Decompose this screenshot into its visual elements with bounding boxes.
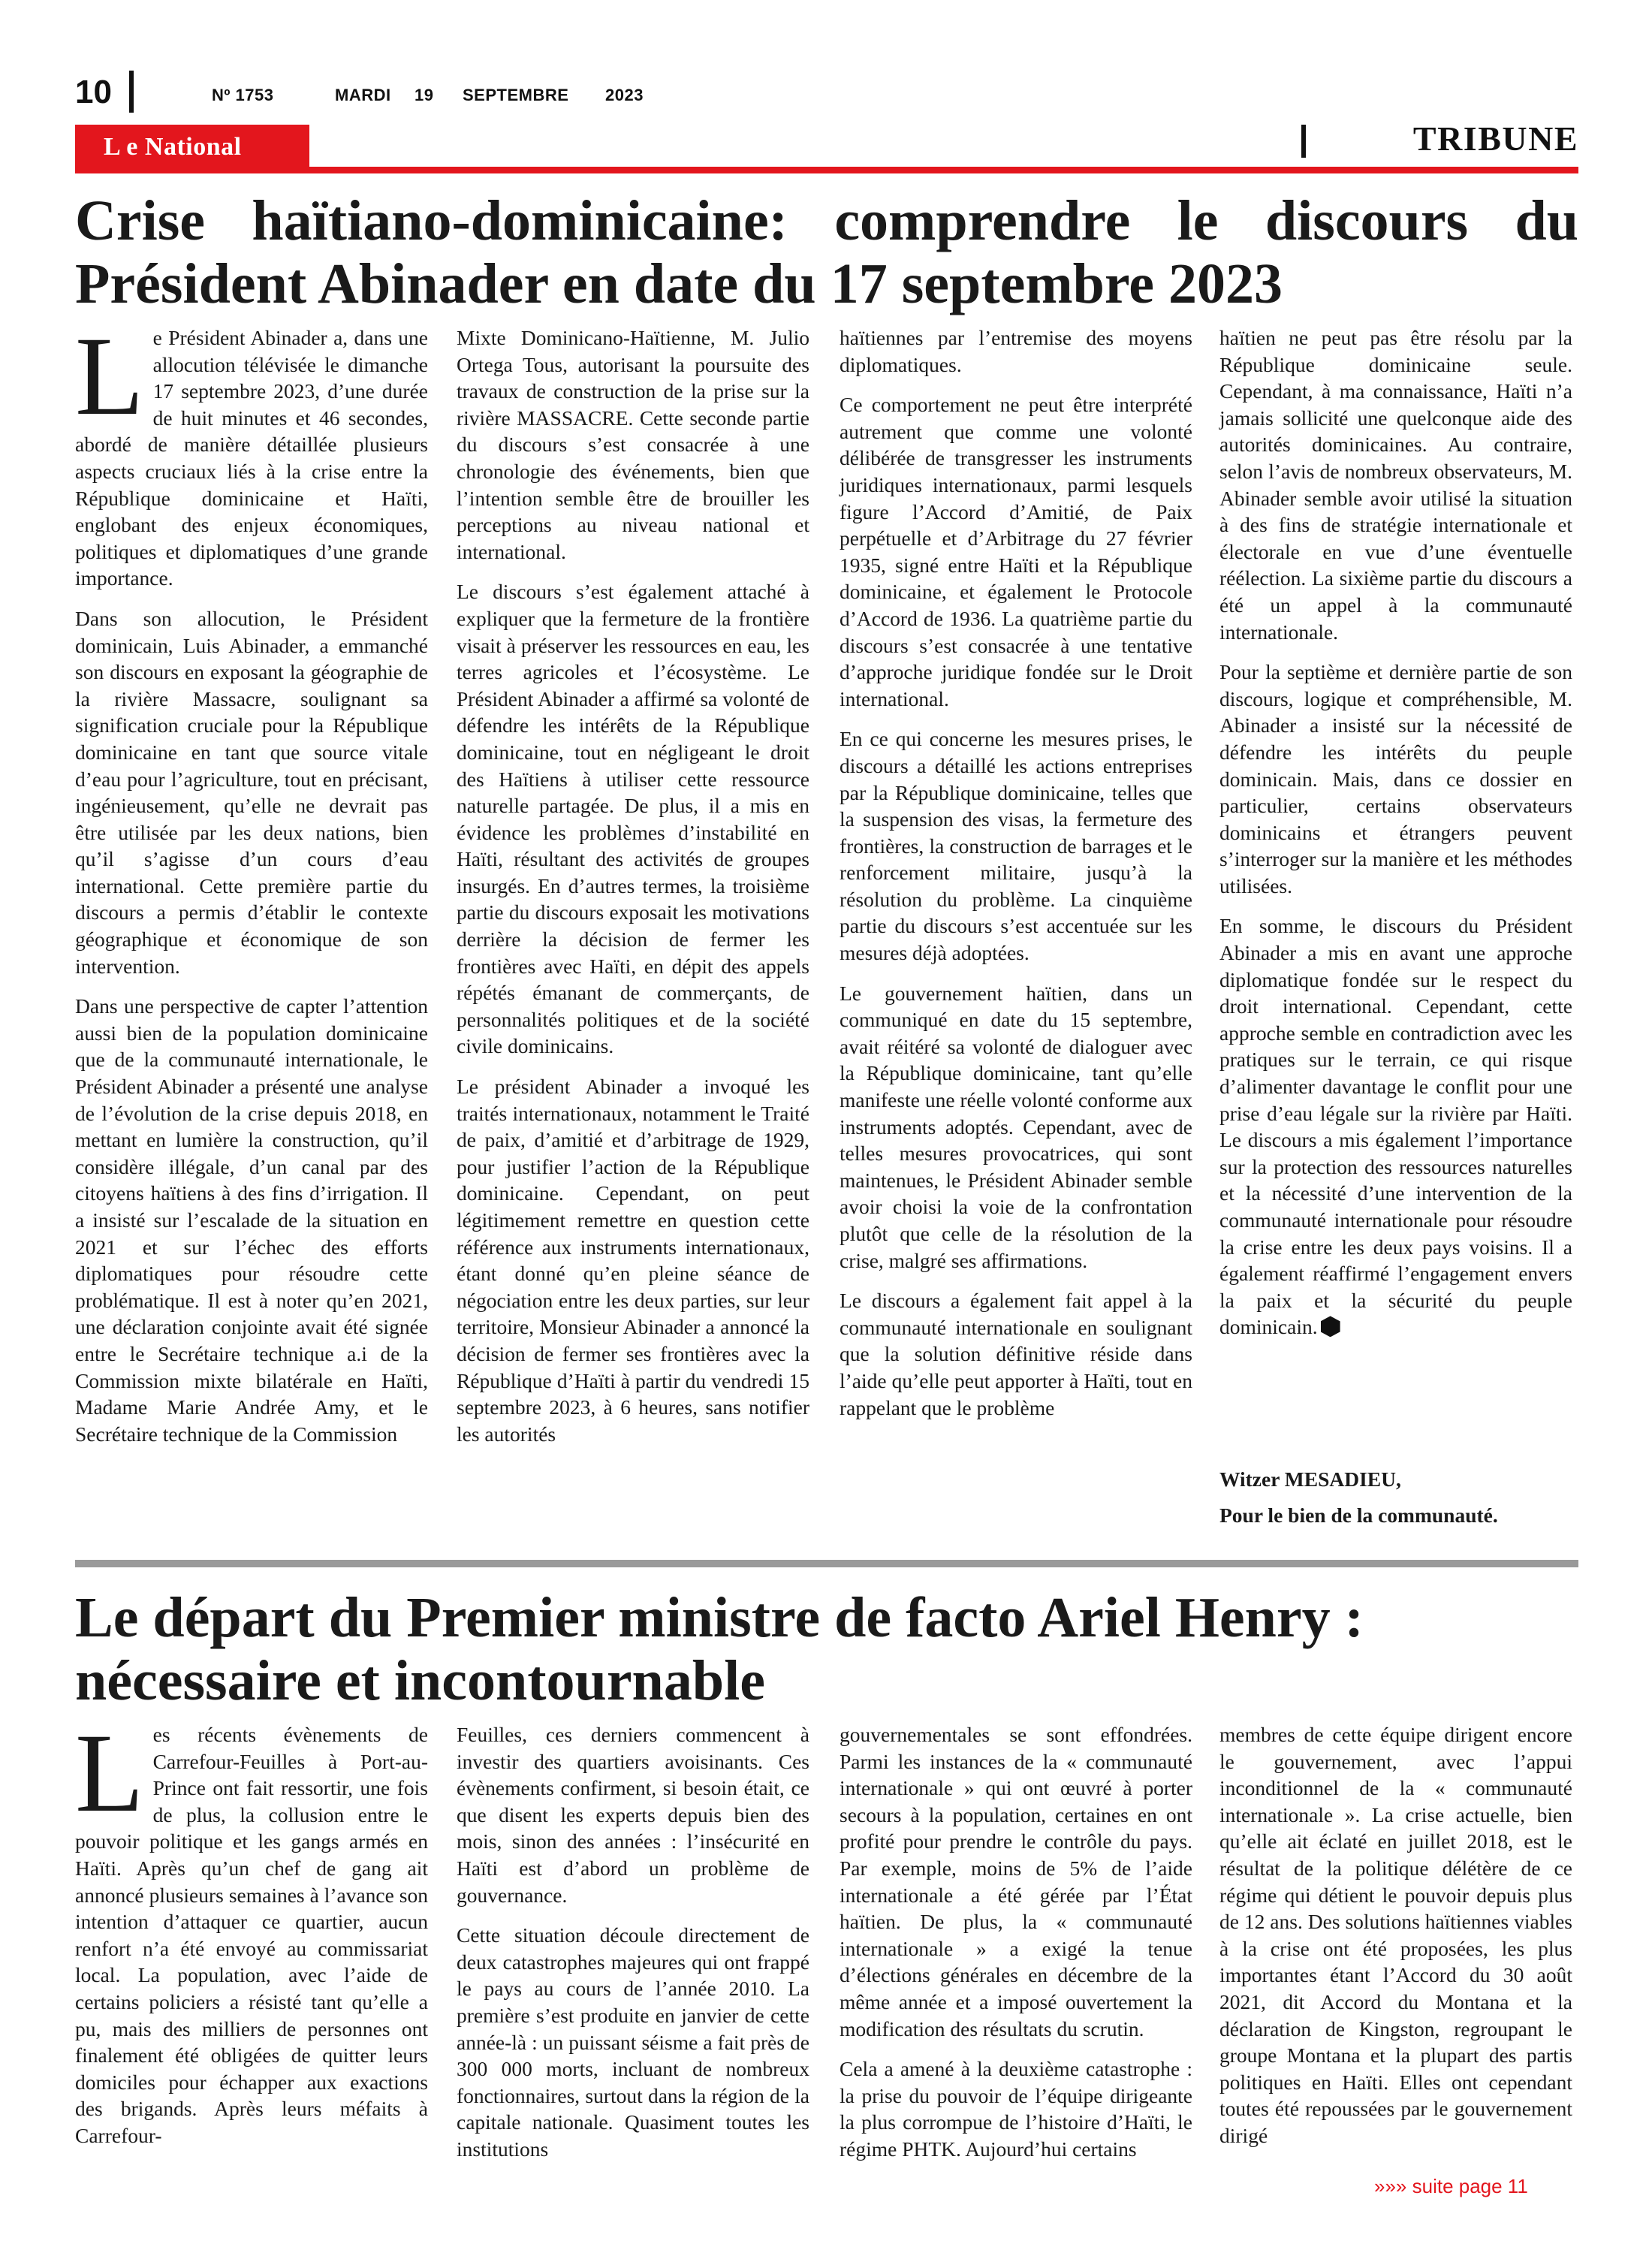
article2-column-3 xyxy=(840,1721,1192,2163)
article1-paragraph: Le président Abinader a invoqué les traités internationaux, notamment le Traité de paix, d’amitié et d’arbitrage de 1929, pour justifier l’action de la République dominicaine. Cependant, on peut légitimement remettre en question cette référence aux instruments internationaux, étant donné qu’en pleine séance de négociation entre les deux parties, sur leur territoire, Monsieur Abinader a annoncé la décision de fermer ses frontières avec la République d’Haïti à partir du vendredi 15 septembre 2023, à 6 heures, sans notifier les autorités xyxy=(457,1075,809,1446)
issue-day: MARDI xyxy=(335,86,391,104)
page-number: 10 xyxy=(75,74,112,110)
section-label: TRIBUNE xyxy=(1412,119,1578,158)
article1-column-4 xyxy=(1219,324,1572,1341)
article1-column-2 xyxy=(457,324,809,1447)
article2-column-4 xyxy=(1219,1721,1572,2149)
article1-paragraph: Le gouvernement haïtien, dans un communiqué en date du 15 septembre, avait réitéré sa volonté de dialoguer avec la République dominicaine, tant qu’elle manifeste une réelle volonté conforme aux instruments adoptés. Cependant, avec de telles mesures provocatrices, qui sont maintenues, le Président Abinader semble avoir choisi la voie de la confrontation plutôt que celle de la résolution de la crise, malgré ses affirmations. xyxy=(840,981,1192,1272)
author-tagline: Pour le bien de la communauté. xyxy=(1219,1503,1498,1527)
header-rule xyxy=(75,167,1578,173)
article1-dropcap: L xyxy=(75,314,144,439)
article1-paragraph: Le discours a également fait appel à la communauté internationale en soulignant que la solution définitive réside dans l’aide qu’elle peut apporter à Haïti, tout en rappelant que le problème xyxy=(840,1289,1192,1419)
section-divider xyxy=(1301,125,1306,158)
article1-paragraph: haïtiennes par l’entremise des moyens diplomatiques. xyxy=(840,326,1192,376)
issue-number: Nº 1753 xyxy=(212,86,274,104)
article1-column-1 xyxy=(75,314,428,1447)
header-divider xyxy=(129,71,134,113)
continued-on-page-link[interactable]: »»» suite page 11 xyxy=(1374,2175,1528,2197)
end-of-article-icon xyxy=(1321,1316,1340,1337)
article1-paragraph: Le Président Abinader a, dans une allocution télévisée le dimanche 17 septembre 2023, d’une durée de huit minutes et 46 secondes, abordé de manière détaillée plusieurs aspects cruciaux liés à la crise entre la République dominicaine et Haïti, englobant des enjeux économiques, politiques et diplomatiques d’une grande importance. xyxy=(75,314,428,590)
article2-paragraph: gouvernementales se sont effondrées. Parmi les instances de la « communauté internationale » qui ont œuvré à porter secours à la population, certaines en ont profité pour prendre le contrôle du pays. Par exemple, moins de 5% de l’aide internationale a été gérée par l’État haïtien. De plus, la « communauté internationale » a exigé la tenue d’élections générales en décembre de la même année et a imposé ouvertement la modification des résultats du scrutin. xyxy=(840,1723,1192,2040)
issue-month: SEPTEMBRE xyxy=(463,86,569,104)
article2-dropcap: L xyxy=(75,1711,144,1835)
article1-paragraph: Dans une perspective de capter l’attention aussi bien de la population dominicaine que de la communauté internationale, le Président Abinader a présenté une analyse de l’évolution de la crise depuis 2018, en mettant en lumière la construction, qu’il considère illégale, d’un canal par des citoyens haïtiens à des fins d’irrigation. Il a insisté sur l’escalade de la situation en 2021 et sur l’échec des efforts diplomatiques pour résoudre cette problématique. Il est à noter qu’en 2021, une déclaration conjointe avait été signée entre le Secrétaire technique a.i de la Commission mixte bilatérale en Haïti, Madame Marie Andrée Amy, et le Secrétaire technique de la Commission xyxy=(75,994,428,1446)
article2-headline-line2: nécessaire et incontournable xyxy=(75,1649,765,1712)
issue-year: 2023 xyxy=(605,86,644,104)
article1-paragraph: haïtien ne peut pas être résolu par la République dominicaine seule. Cependant, à ma connaissance, Haïti n’a jamais sollicité une quelconque aide des autorités dominicaines. Au contraire, selon l’avis de nombreux observateurs, M. Abinader semble avoir utilisé la situation à des fins de stratégie internationale et électorale en vue d’une éventuelle réélection. La sixième partie du discours a été un appel à la communauté internationale. xyxy=(1219,326,1572,644)
article2-headline-line1: Le départ du Premier ministre de facto Ariel Henry : xyxy=(75,1586,1364,1649)
article1-paragraph: En somme, le discours du Président Abinader a mis en avant une approche diplomatique fondée sur le respect du droit international. Cependant, cette approche semble en contradiction avec les pratiques sur le terrain, ce qui risque d’alimenter davantage le conflit pour une prise d’eau légale sur la rivière par Haïti. Le discours a mis également l’importance sur la protection des ressources naturelles et la nécessité d’une intervention de la communauté internationale pour résoudre la crise entre les deux pays voisins. Il a également réaffirmé l’engagement envers la paix et la sécurité du peuple dominicain. xyxy=(1219,914,1572,1339)
article2-headline xyxy=(75,1586,1578,1712)
article2-column-2 xyxy=(457,1721,809,2163)
article2-paragraph: membres de cette équipe dirigent encore le gouvernement, avec l’appui inconditionnel de la « communauté internationale ». La crise actuelle, bien qu’elle ait éclaté en juillet 2018, est le résultat de la politique délétère de ce régime qui détient le pouvoir depuis plus de 12 ans. Des solutions haïtiennes viables à la crise ont été proposées, les plus importantes étant l’Accord du 30 août 2021, dit Accord du Montana et la déclaration de Kingston, regroupant le groupe Montana et la plupart des partis politiques en Haïti. Elles ont cependant toutes été repoussées par le gouvernement dirigé xyxy=(1219,1723,1572,2147)
author-name: Witzer MESADIEU, xyxy=(1219,1467,1401,1491)
article1-paragraph: Pour la septième et dernière partie de son discours, logique et compréhensible, M. Abinader a insisté sur la nécessité de défendre les intérêts du peuple dominicain. Mais, dans ce dossier en particulier, certains observateurs dominicains et étrangers peuvent s’interroger sur la manière et les méthodes utilisées. xyxy=(1219,660,1572,897)
article2-column-1 xyxy=(75,1711,428,2149)
article1-paragraph: Le discours s’est également attaché à expliquer que la fermeture de la frontière visait à préserver les ressources en eau, les terres agricoles et l’écosystème. Le Président Abinader a affirmé sa volonté de défendre les intérêts de la République dominicaine, tout en négligeant le droit des Haïtiens à utiliser cette ressource naturelle partagée. De plus, il a mis en évidence les problèmes d’instabilité en Haïti, résultant des activités de groupes insurgés. En d’autres termes, la troisième partie du discours exposait les motivations derrière la décision de fermer les frontières avec Haïti, en dépit des appels répétés émanant de commerçants, de personnalités politiques et de la société civile dominicains. xyxy=(457,580,809,1058)
article1-paragraph: Mixte Dominicano-Haïtienne, M. Julio Ortega Tous, autorisant la poursuite des travaux de construction de la prise sur la rivière MASSACRE. Cette seconde partie du discours s’est consacrée à une chronologie des événements, bien que l’intention semble être de brouiller les perceptions au niveau national et international. xyxy=(457,326,809,563)
article2-paragraph: Feuilles, ces derniers commencent à investir des quartiers avoisinants. Ces évènements confirment, si besoin était, ce que disent les experts depuis bien des mois, sinon des années : l’insécurité en Haïti est d’abord un problème de gouvernance. xyxy=(457,1723,809,1907)
article2-paragraph: Les récents évènements de Carrefour-Feuilles à Port-au-Prince ont fait ressortir, une fois de plus, la collusion entre le pouvoir politique et les gangs armés en Haïti. Après qu’un chef de gang ait annoncé plusieurs semaines à l’avance son intention d’attaquer ce quartier, aucun renfort n’a été envoyé au commissariat local. La population, avec l’aide de certains policiers a résisté tant qu’elle a pu, mais des milliers de personnes ont finalement été obligées de quitter leurs domiciles pour échapper aux exactions des brigands. Après leurs méfaits à Carrefour- xyxy=(75,1711,428,2147)
article1-paragraph: En ce qui concerne les mesures prises, le discours a détaillé les actions entreprises par la République dominicaine, telles que la suspension des visas, la fermeture des frontières, la construction de barrages et le renforcement militaire, jusqu’à la résolution du problème. La cinquième partie du discours s’est accentuée sur les mesures déjà adoptées. xyxy=(840,727,1192,965)
issue-date-day: 19 xyxy=(415,86,434,104)
article1-column-3 xyxy=(840,324,1192,1421)
article1-byline xyxy=(1219,1466,1572,1528)
brand-logo: L e National xyxy=(104,133,242,161)
article1-paragraph: Ce comportement ne peut être interprété autrement que comme une volonté délibérée de transgresser les instruments juridiques internationaux, parmi lesquels figure l’Accord d’Amitié, de Paix perpétuelle et d’Arbitrage du 27 février 1935, signé entre Haïti et la République dominicaine, et également le Protocole d’Accord de 1936. La quatrième partie du discours s’est consacrée à une tentative d’approche juridique fondée sur le Droit international. xyxy=(840,393,1192,710)
article1-headline: Crise haïtiano-dominicaine: comprendre le discours du Président Abinader en date du 17 septembre 2023 xyxy=(75,189,1578,315)
article1-paragraph: Dans son allocution, le Président dominicain, Luis Abinader, a emmanché son discours en exposant la géographie de la rivière Massacre, soulignant sa signification cruciale pour la République dominicaine en tant que source vitale d’eau pour l’agriculture, tout en précisant, ingénieusement, qu’elle ne devrait pas être utilisée par les deux nations, bien qu’il s’agisse d’un cours d’eau international. Cette première partie du discours a permis d’établir le contexte géographique et économique de son intervention. xyxy=(75,606,428,978)
article-divider xyxy=(75,1560,1578,1567)
article2-paragraph: Cela a amené à la deuxième catastrophe : la prise du pouvoir de l’équipe dirigeante la plus corrompue de l’histoire d’Haïti, le régime PHTK. Aujourd’hui certains xyxy=(840,2057,1192,2161)
article2-paragraph: Cette situation découle directement de deux catastrophes majeures qui ont frappé le pays au cours de l’année 2010. La première s’est produite en janvier de cette année-là : un puissant séisme a fait près de 300 000 morts, incluant de nombreux fonctionnaires, surtout dans la région de la capitale nationale. Quasiment toutes les institutions xyxy=(457,1923,809,2161)
